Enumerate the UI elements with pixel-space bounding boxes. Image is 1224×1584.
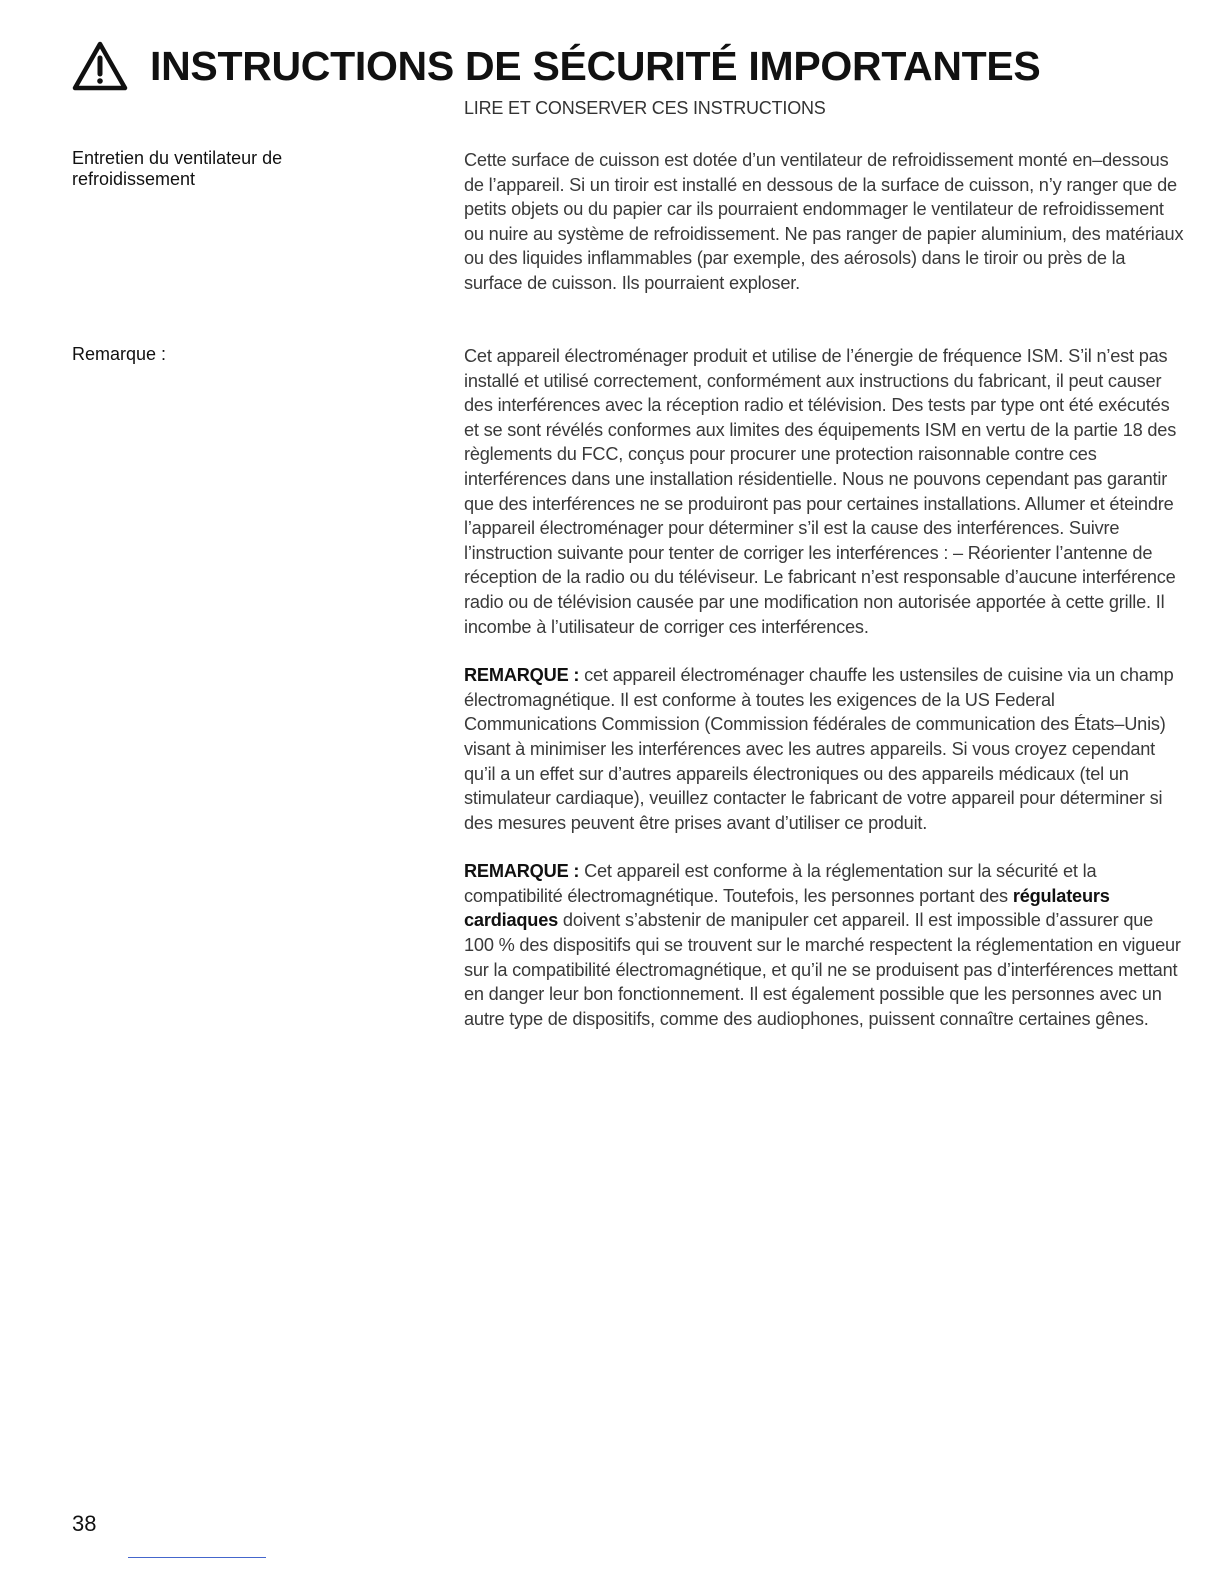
section-label-remarque: Remarque :: [72, 344, 167, 364]
section-label-cooling-fan: Entretien du ventilateur de refroidissement: [72, 148, 283, 189]
cooling-fan-paragraph: Cette surface de cuisson est dotée d’un ventilateur de refroidissement monté en–dessous de l’appareil. Si un tiroir est installé en dessous de la surface de cuisson, n’y ranger que de petits objets ou du papier car ils pourraient endommager le ventilateur de refroidissement ou nuire au système de refroidissement. Ne pas ranger de papier aluminium, des matériaux ou des liquides inflammables (par exemple, des aérosols) dans le tiroir ou près de la surface de cuisson. Ils pourraient exploser.: [464, 150, 1184, 293]
page-subtitle: LIRE ET CONSERVER CES INSTRUCTIONS: [464, 98, 826, 118]
warning-triangle-icon: [72, 41, 128, 91]
remarque-note-1-text: cet appareil électroménager chauffe les ustensiles de cuisine via un champ électromagnétique. Il est conforme à toutes les exigences de la US Federal Communications Commission (Commission fédérales de communication des États–Unis) visant à minimiser les interférences avec les autres appareils. Si vous croyez cependant qu’il a un effet sur d’autres appareils électroniques ou des appareils médicaux (tel un stimulateur cardiaque), veuillez contacter le fabricant de votre appareil pour déterminer si des mesures peuvent être prises avant d’utiliser ce produit.: [464, 665, 1174, 833]
ism-interference-paragraph: Cet appareil électroménager produit et utilise de l’énergie de fréquence ISM. S’il n’est pas installé et utilisé correctement, conformément aux instructions du fabricant, il peut causer des interférences avec la réception radio et télévision. Des tests par type ont été exécutés et se sont révélés conformes aux limites des équipements ISM en vertu de la partie 18 des règlements du FCC, conçus pour procurer une protection raisonnable contre ces interférences dans une installation résidentielle. Nous ne pouvons cependant pas garantir que des interférences ne se produiront pas pour certaines installations. Allumer et éteindre l’appareil électroménager pour déterminer s’il est la cause des interférences. Suivre l’instruction suivante pour tenter de corriger les interférences : – Réorienter l’antenne de réception de la radio ou du téléviseur. Le fabricant n’est responsable d’aucune interférence radio ou de télévision causée par une modification non autorisée apportée à cette grille. Il incombe à l’utilisateur de corriger ces interférences.: [464, 346, 1177, 637]
remarque-note-1: [464, 663, 1184, 835]
bottom-divider: [128, 1557, 266, 1558]
page-header: [72, 40, 1040, 92]
remarque-note-2-emphasis: régulateurs cardiaques: [464, 885, 1110, 931]
section-body-cooling-fan: [464, 148, 1184, 320]
remarque-note-2-lead: REMARQUE :: [464, 861, 580, 882]
remarque-note-1-lead: REMARQUE :: [464, 665, 580, 686]
section-body-remarque: [464, 344, 1184, 1055]
remarque-note-2-text-after: doivent s’abstenir de manipuler cet appareil. Il est impossible d’assurer que 100 % des dispositifs qui se trouvent sur le marché respectent la réglementation en vigueur sur la compatibilité électromagnétique, et qu’il ne se produisent pas d’interférences mettant en danger leur bon fonctionnement. Il est également possible que les personnes avec un autre type de dispositifs, comme des audiophones, puissent connaître certaines gênes.: [464, 910, 1181, 1029]
page-title: INSTRUCTIONS DE SÉCURITÉ IMPORTANTES: [150, 42, 1041, 89]
remarque-note-2: [464, 859, 1184, 1031]
remarque-note-2-text-before: Cet appareil est conforme à la réglementation sur la sécurité et la compatibilité électromagnétique. Toutefois, les personnes portant des: [464, 861, 1097, 906]
page-number: 38: [72, 1511, 97, 1536]
